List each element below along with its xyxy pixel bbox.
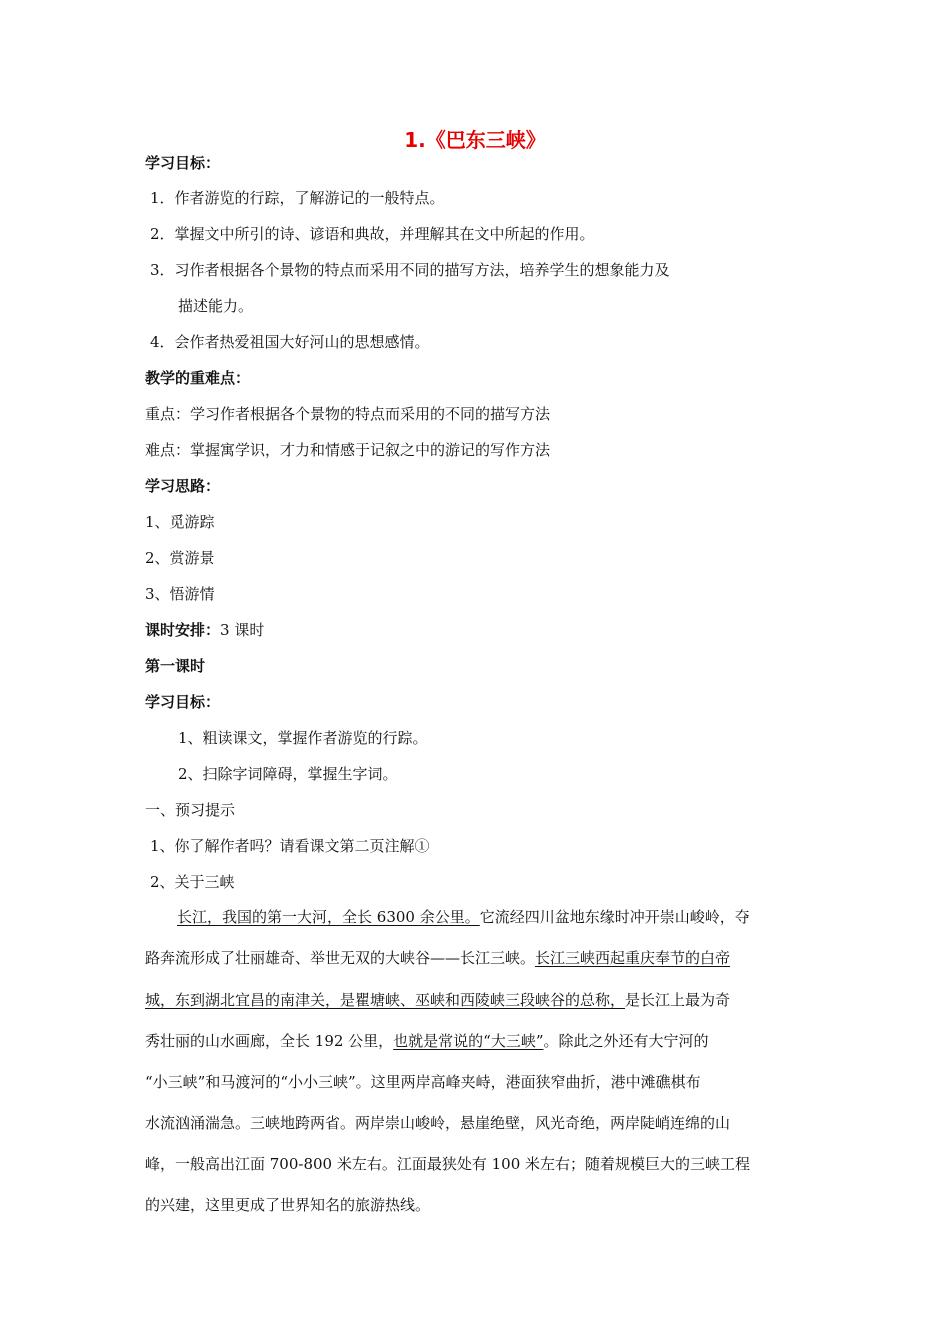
goal-number: 2． [150,225,175,243]
passage-text: 秀壮丽的山水画廊，全长 192 公里， [145,1032,394,1050]
schedule-line [145,620,264,640]
goal-number: 3． [150,261,175,279]
goal-text: 作者游览的行踪，了解游记的一般特点。 [174,189,445,207]
goal-item-2 [150,224,595,244]
lesson-goals-heading: 学习目标： [145,693,221,711]
schedule-label: 课时安排： [145,621,221,639]
passage-line-8: 的兴建，这里更成了世界知名的旅游热线。 [145,1196,431,1214]
preview-heading: 一、预习提示 [145,801,236,819]
passage-line-5: “小三峡”和马渡河的“小小三峡”。这里两岸高峰夹峙，港面狭窄曲折，港中滩礁棋布 [145,1073,701,1091]
goal-item-4 [150,332,430,352]
goal-text: 会作者热爱祖国大好河山的思想感情。 [174,333,430,351]
path-step-3: 3、悟游情 [145,585,215,603]
learning-path-heading: 学习思路： [145,477,221,495]
goal-item-1 [150,188,445,208]
goal-text: 描述能力。 [178,297,254,315]
passage-text: 它流经四川盆地东缘时冲开崇山峻岭，夺 [479,908,750,926]
passage-line-7: 峰，一般高出江面 700-800 米左右。江面最狭处有 100 米左右；随着规模巨大的三峡工程 [145,1155,751,1173]
underlined-text: 城，东到湖北宜昌的南津关，是瞿塘峡、巫峡和西陵峡三段峡谷的总称， [145,991,626,1009]
goal-text: 掌握文中所引的诗、谚语和典故，并理解其在文中所起的作用。 [174,225,595,243]
learning-goals-heading: 学习目标： [145,154,221,172]
goal-text: 习作者根据各个景物的特点而采用不同的描写方法，培养学生的想象能力及 [174,261,670,279]
passage-line-3 [145,990,809,1010]
lesson-heading: 第一课时 [145,657,206,675]
underlined-text: 长江，我国的第一大河，全长 6300 余公里。 [177,908,480,926]
underlined-text: 长江三峡西起重庆奉节的白帝 [535,949,731,967]
lesson-goal-2: 2、扫除字词障碍，掌握生字词。 [178,765,398,783]
key-points-heading: 教学的重难点： [145,369,251,387]
underlined-text: 也就是常说的“大三峡” [393,1032,544,1050]
passage-text: 是长江上最为奇 [625,991,731,1009]
page-title: 1.《巴东三峡》 [404,128,546,152]
passage-line-4 [145,1031,809,1051]
focus-point: 重点：学习作者根据各个景物的特点而采用的不同的描写方法 [145,405,551,423]
path-step-1: 1、觅游踪 [145,513,215,531]
goal-item-3-continued [178,296,253,316]
schedule-value: 3 课时 [220,621,265,639]
path-step-2: 2、赏游景 [145,549,215,567]
passage-line-6: 水流汹涌湍急。三峡地跨两省。两岸崇山峻岭，悬崖绝壁，风光奇绝，两岸陡峭连绵的山 [145,1114,731,1132]
passage-line-2 [145,948,809,968]
difficulty-point: 难点：掌握寓学识，才力和情感于记叙之中的游记的写作方法 [145,441,551,459]
passage-text: 。除此之外还有大宁河的 [543,1032,709,1050]
goal-item-3 [150,260,670,280]
goal-number: 1． [150,189,175,207]
preview-item-1: 1、你了解作者吗？请看课文第二页注解① [150,837,430,855]
passage-line-1 [145,907,809,927]
passage-text: 路奔流形成了壮丽雄奇、举世无双的大峡谷——长江三峡。 [145,949,536,967]
lesson-goal-1: 1、粗读课文，掌握作者游览的行踪。 [178,729,428,747]
preview-item-2: 2、关于三峡 [150,873,235,891]
goal-number: 4． [150,333,175,351]
